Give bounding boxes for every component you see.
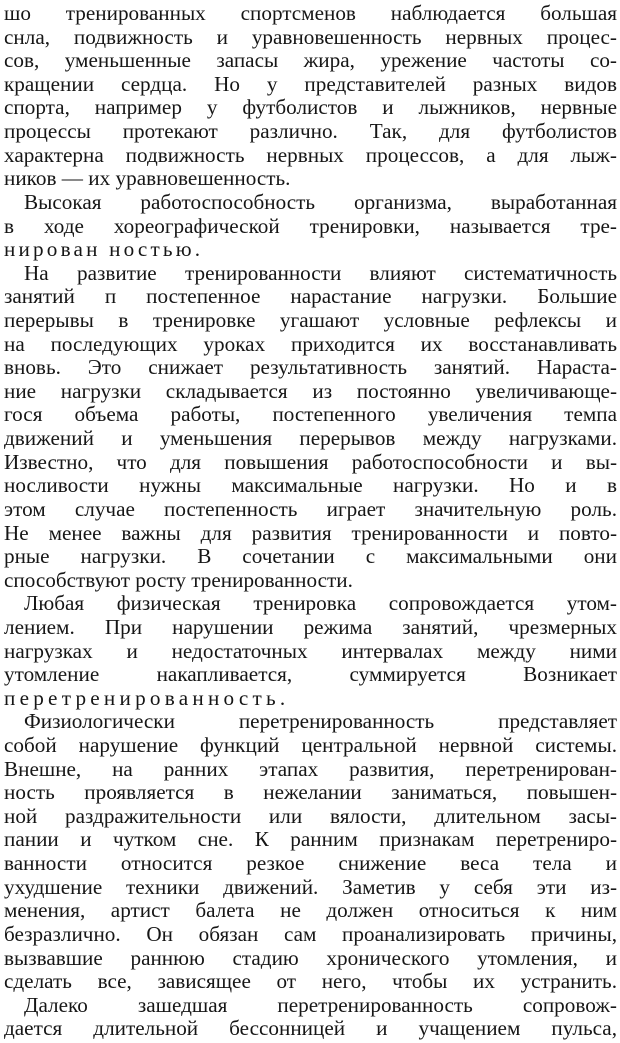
- text-line: снла, подвижность и уравновешенность нервных процес-: [4, 25, 617, 49]
- text-line: сделать все, зависящее от него, чтобы их устранить.: [4, 970, 617, 994]
- text-line: ников — их уравновешенность.: [4, 167, 291, 191]
- text-line: утомление накапливается, суммируется Возникает: [4, 663, 617, 687]
- text-line: этом случае постепенность играет значительную роль.: [4, 497, 617, 521]
- text-line: перерывы в тренировке угашают условные рефлексы и: [4, 308, 617, 332]
- text-line: лением. При нарушении режима занятий, чрезмерных: [4, 615, 617, 639]
- text-line: занятий п постепенное нарастание нагрузки. Большие: [4, 285, 617, 309]
- text-line: Далеко зашедшая перетренированность сопровож-: [24, 993, 617, 1017]
- text-line: Внешне, на ранних этапах развития, перетренирован-: [4, 757, 617, 781]
- text-line: Физиологически перетренированность представляет: [24, 710, 617, 734]
- text-line: процессы протекают различно. Так, для футболистов: [4, 120, 617, 144]
- text-line: нирован ностью.: [4, 238, 204, 262]
- text-line: менения, артист балета не должен относиться к ним: [4, 899, 617, 923]
- text-line: собой нарушение функций центральной нервной системы.: [4, 734, 617, 758]
- text-line: ние нагрузки складывается из постоянно увеличивающе-: [4, 379, 617, 403]
- text-line: в ходе хореографической тренировки, называется тре-: [4, 214, 617, 238]
- text-line: вновь. Это снижает результативность занятий. Нараста-: [4, 356, 617, 380]
- text-line: на последующих уроках приходится их восстанавливать: [4, 332, 617, 356]
- text-line: ванности относится резкое снижение веса тела и: [4, 852, 617, 876]
- text-line: способствуют росту тренированности.: [4, 568, 353, 592]
- text-line: безразлично. Он обязан сам проанализировать причины,: [4, 922, 617, 946]
- text-line: Не менее важны для развития тренированности и повто-: [4, 521, 617, 545]
- text-line: Известно, что для повышения работоспособности и вы-: [4, 450, 617, 474]
- text-line: ность проявляется в нежелании заниматься, повышен-: [4, 781, 617, 805]
- text-line: рные нагрузки. В сочетании с максимальными они: [4, 545, 617, 569]
- text-line: перетренированность.: [4, 686, 290, 710]
- text-line: сов, уменьшенные запасы жира, урежение частоты со-: [4, 49, 617, 73]
- text-line: гося объема работы, постепенного увеличения темпа: [4, 403, 617, 427]
- text-line: ной раздражительности или вялости, длительном засы-: [4, 804, 617, 828]
- text-line: Любая физическая тренировка сопровождается утом-: [24, 592, 617, 616]
- text-line: дается длительной бессонницей и учащением пульса,: [4, 1017, 617, 1041]
- text-line: характерна подвижность нервных процессов, а для лыж-: [4, 143, 617, 167]
- text-line: пании и чутком сне. К ранним признакам перетрениро-: [4, 828, 617, 852]
- text-line: спорта, например у футболистов и лыжников, нервные: [4, 96, 617, 120]
- text-line: вызвавшие раннюю стадию хронического утомления, и: [4, 946, 617, 970]
- text-line: движений и уменьшения перерывов между нагрузками.: [4, 427, 617, 451]
- text-line: носливости нужны максимальные нагрузки. Но и в: [4, 474, 617, 498]
- text-line: нагрузках и недостаточных интервалах между ними: [4, 639, 617, 663]
- text-line: Высокая работоспособность организма, выработанная: [24, 190, 617, 214]
- text-line: шо тренированных спортсменов наблюдается большая: [4, 2, 617, 25]
- text-line: На развитие тренированности влияют систематичность: [24, 261, 617, 285]
- text-line: ухудшение техники движений. Заметив у себя эти из-: [4, 875, 617, 899]
- text-line: кращении сердца. Но у представителей разных видов: [4, 72, 617, 96]
